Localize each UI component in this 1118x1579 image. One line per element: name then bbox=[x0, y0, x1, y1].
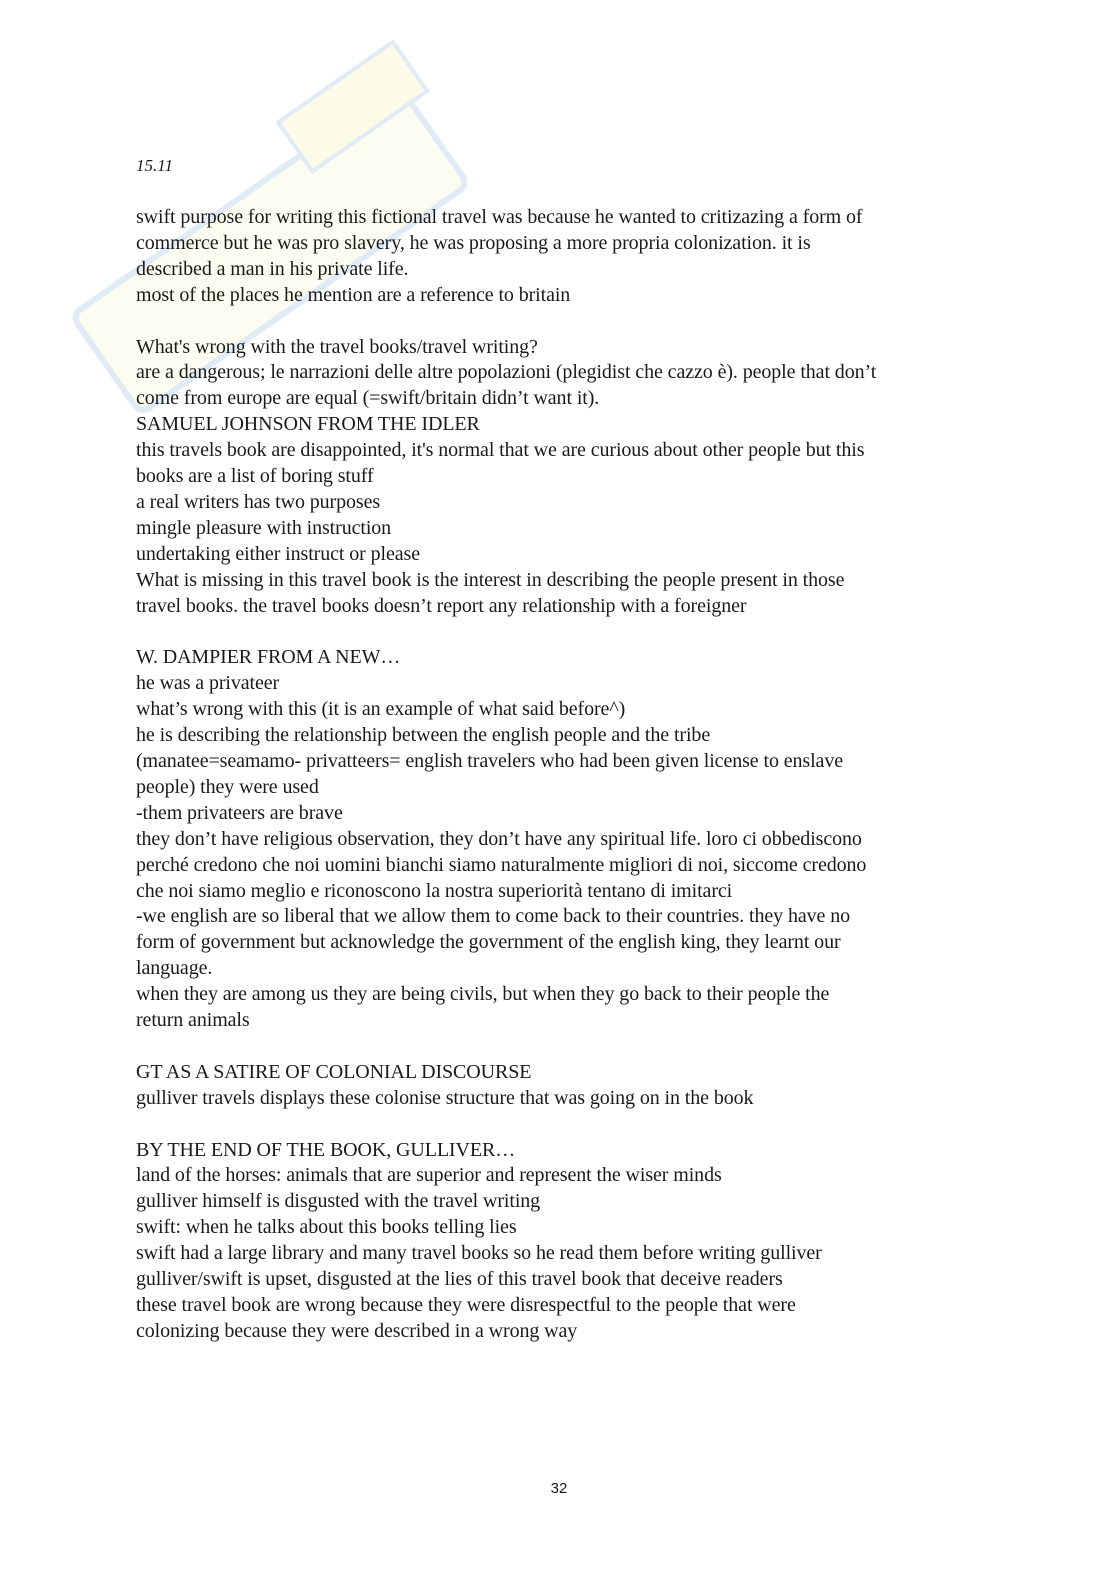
text-line: (manatee=seamamo- privatteers= english travelers who had been given license to enslave bbox=[136, 750, 844, 772]
text-line: GT AS A SATIRE OF COLONIAL DISCOURSE bbox=[136, 1060, 532, 1083]
text-line: swift: when he talks about this books telling lies bbox=[136, 1216, 517, 1239]
text-line: mingle pleasure with instruction bbox=[136, 516, 392, 539]
blank-line bbox=[136, 619, 986, 645]
text-line: SAMUEL JOHNSON FROM THE IDLER bbox=[136, 413, 480, 436]
text-line: gulliver travels displays these colonise structure that was going on in the book bbox=[136, 1086, 754, 1109]
text-line: this travels book are disappointed, it's normal that we are curious about other people but this bbox=[136, 439, 865, 462]
text-line: these travel book are wrong because they were disrespectful to the people that were bbox=[136, 1294, 796, 1316]
text-line: colonizing because they were described in a wrong way bbox=[136, 1319, 578, 1342]
text-line: land of the horses: animals that are superior and represent the wiser minds bbox=[136, 1164, 722, 1187]
text-line: che noi siamo meglio e riconoscono la nostra superiorità tentano di imitarci bbox=[136, 879, 733, 902]
text-line: are a dangerous; le narrazioni delle altre popolazioni (plegidist che cazzo è). people that don’t bbox=[136, 361, 877, 384]
text-line: -we english are so liberal that we allow them to come back to their countries. they have no bbox=[136, 905, 850, 928]
text-line: a real writers has two purposes bbox=[136, 490, 381, 513]
text-line: undertaking either instruct or please bbox=[136, 542, 420, 565]
text-line: described a man in his private life. bbox=[136, 257, 409, 280]
page-number: 32 bbox=[550, 1480, 568, 1497]
text-line: books are a list of boring stuff bbox=[136, 465, 374, 488]
text-line: language. bbox=[136, 957, 213, 980]
text-line: gulliver himself is disgusted with the travel writing bbox=[136, 1190, 541, 1213]
text-line: people) they were used bbox=[136, 775, 319, 798]
text-line: what’s wrong with this (it is an example of what said before^) bbox=[136, 698, 626, 721]
text-line: perché credono che noi uomini bianchi siamo naturalmente migliori di noi, siccome credono bbox=[136, 853, 867, 876]
text-line: most of the places he mention are a reference to britain bbox=[136, 283, 571, 306]
text-line: return animals bbox=[136, 1009, 250, 1032]
text-line: swift purpose for writing this fictional travel was because he wanted to critizazing a form of bbox=[136, 206, 863, 228]
text-line: come from europe are equal (=swift/britain didn’t want it). bbox=[136, 387, 600, 410]
text-line: travel books. the travel books doesn’t report any relationship with a foreigner bbox=[136, 594, 747, 617]
text-line: What is missing in this travel book is the interest in describing the people present in those bbox=[136, 568, 845, 591]
blank-line bbox=[136, 1034, 986, 1060]
text-line: swift had a large library and many travel books so he read them before writing gulliver bbox=[136, 1242, 822, 1265]
text-line: he was a privateer bbox=[136, 672, 280, 695]
notes-body bbox=[136, 205, 986, 1345]
text-line: commerce but he was pro slavery, he was proposing a more propria colonization. it is bbox=[136, 231, 811, 254]
text-line: they don’t have religious observation, they don’t have any spiritual life. loro ci obbediscono bbox=[136, 827, 862, 850]
blank-line bbox=[136, 309, 986, 335]
text-line: gulliver/swift is upset, disgusted at the lies of this travel book that deceive readers bbox=[136, 1268, 783, 1291]
text-line: BY THE END OF THE BOOK, GULLIVER… bbox=[136, 1138, 516, 1161]
text-line: -them privateers are brave bbox=[136, 801, 343, 824]
text-line: form of government but acknowledge the government of the english king, they learnt our bbox=[136, 931, 841, 954]
text-line: W. DAMPIER FROM A NEW… bbox=[136, 646, 401, 669]
date-heading: 15.11 bbox=[136, 156, 173, 175]
text-line: What's wrong with the travel books/travel writing? bbox=[136, 335, 538, 358]
text-line: when they are among us they are being civils, but when they go back to their people the bbox=[136, 983, 830, 1006]
text-line: he is describing the relationship between the english people and the tribe bbox=[136, 724, 711, 747]
blank-line bbox=[136, 1112, 986, 1138]
